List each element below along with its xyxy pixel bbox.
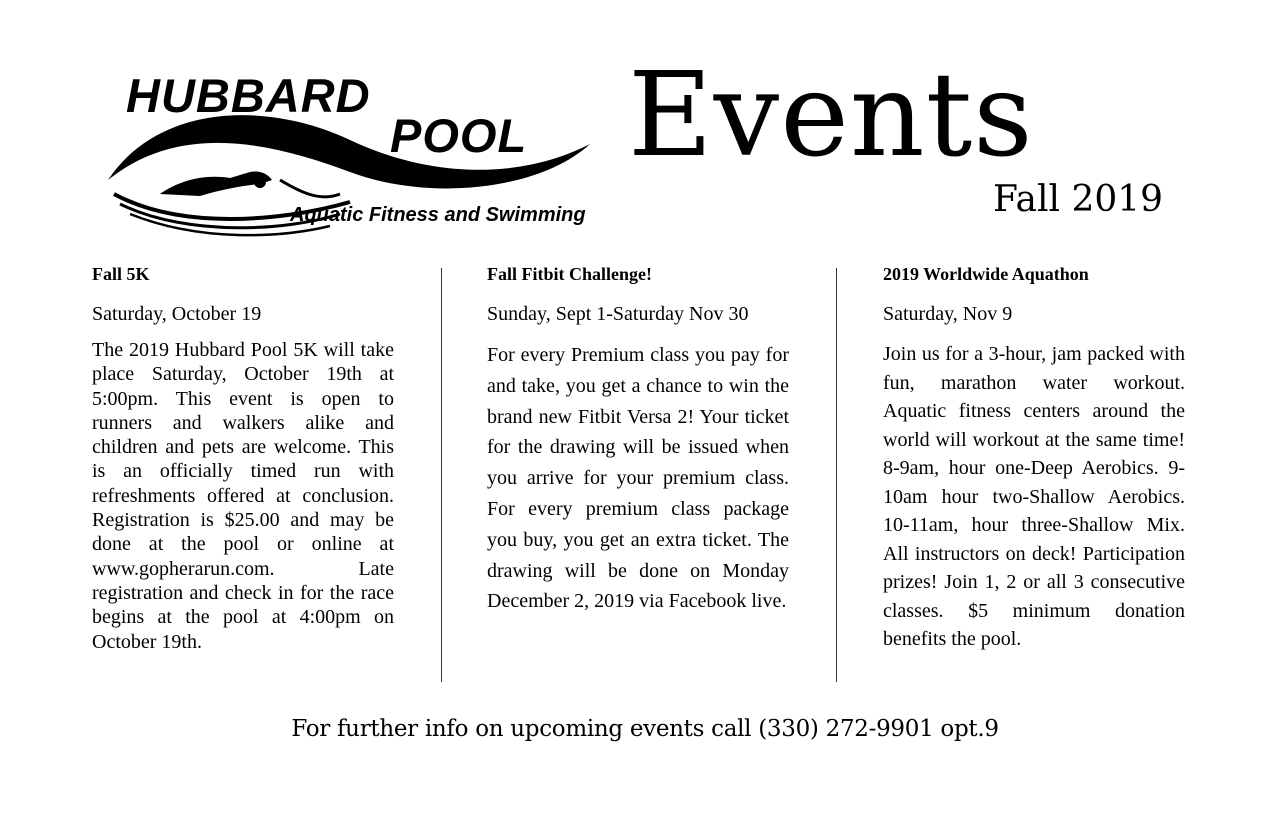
event-description: The 2019 Hubbard Pool 5K will take place Saturday, October 19th at 5:00pm. This event is open to runners and walkers alike and children and pets are welcome. This is an officially timed run with refreshments offered at conclusion. Registration is $25.00 and may be done at the pool or online at www.gopherarun.com. Late registration and check in for the race begins at the pool at 4:00pm on October 19th.	[92, 339, 394, 653]
event-column-fitbit-challenge	[487, 262, 789, 617]
event-date: Saturday, October 19	[92, 303, 262, 325]
page-subtitle-season: Fall 2019	[993, 179, 1164, 220]
event-title: Fall Fitbit Challenge!	[487, 264, 652, 284]
event-date: Saturday, Nov 9	[883, 303, 1013, 325]
footer-contact-info: For further info on upcoming events call (330) 272-9901 opt.9	[291, 716, 999, 742]
event-column-fall-5k	[92, 262, 394, 654]
event-date: Sunday, Sept 1-Saturday Nov 30	[487, 303, 749, 325]
event-description: Join us for a 3-hour, jam packed with fun, marathon water workout. Aquatic fitness centers around the world will workout at the same time! 8-9am, hour one-Deep Aerobics. 9-10am hour two-Shallow Aerobics. 10-11am, hour three-Shallow Mix. All instructors on deck! Participation prizes! Join 1, 2 or all 3 consecutive classes. $5 minimum donation benefits the pool.	[883, 343, 1185, 650]
event-description: For every Premium class you pay for and take, you get a chance to win the brand new Fitbit Versa 2! Your ticket for the drawing will be issued when you arrive for your premium class. For every premium class package you buy, you get an extra ticket. The drawing will be done on Monday December 2, 2019 via Facebook live.	[487, 344, 789, 613]
column-divider	[836, 268, 837, 682]
logo-tagline: Aquatic Fitness and Swimming	[290, 204, 586, 226]
logo-text-hubbard: HUBBARD	[126, 69, 371, 122]
event-title: Fall 5K	[92, 264, 150, 284]
event-title: 2019 Worldwide Aquathon	[883, 264, 1089, 284]
column-divider	[441, 268, 442, 682]
page-title: Events	[628, 48, 1034, 183]
hubbard-pool-logo	[100, 62, 600, 240]
logo-text-pool: POOL	[390, 109, 528, 162]
event-column-aquathon	[883, 262, 1185, 654]
